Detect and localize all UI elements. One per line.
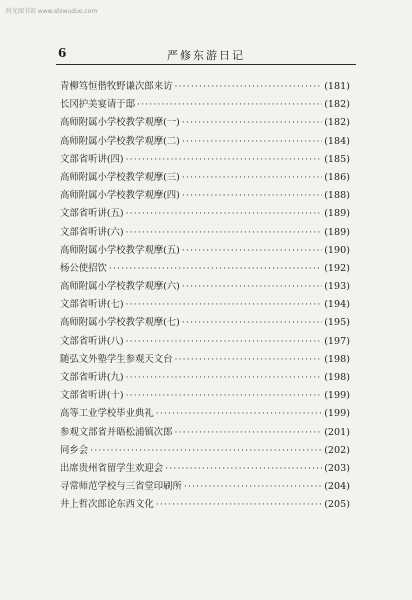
toc-entry bbox=[60, 314, 350, 332]
entry-page: (194) bbox=[324, 299, 350, 311]
dot-leader bbox=[126, 387, 323, 405]
dot-leader bbox=[182, 314, 322, 332]
entry-page: (195) bbox=[324, 317, 350, 329]
entry-title: 文部省听讲(九) bbox=[60, 372, 124, 383]
entry-page: (192) bbox=[324, 262, 350, 274]
dot-leader bbox=[165, 460, 322, 478]
dot-leader bbox=[182, 242, 322, 260]
dot-leader bbox=[182, 114, 322, 132]
dot-leader bbox=[182, 187, 322, 205]
header-rule bbox=[56, 64, 356, 65]
toc-entry bbox=[60, 387, 350, 405]
table-of-contents bbox=[60, 78, 350, 515]
dot-leader bbox=[175, 351, 323, 369]
entry-title: 高师附属小学校教学观摩(六) bbox=[60, 281, 180, 293]
page-number: 6 bbox=[58, 46, 67, 60]
entry-page: (189) bbox=[324, 226, 350, 238]
toc-entry bbox=[60, 405, 350, 423]
dot-leader bbox=[126, 296, 323, 314]
entry-page: (199) bbox=[324, 408, 350, 420]
dot-leader bbox=[182, 133, 322, 151]
toc-entry bbox=[60, 78, 350, 96]
running-title: 严修东游日记 bbox=[167, 49, 245, 62]
entry-page: (197) bbox=[324, 335, 350, 347]
entry-page: (198) bbox=[324, 372, 350, 383]
toc-entry bbox=[60, 278, 350, 296]
dot-leader bbox=[182, 169, 322, 187]
toc-entry bbox=[60, 169, 350, 187]
toc-entry bbox=[60, 260, 350, 278]
entry-title: 文部省听讲(八) bbox=[60, 335, 124, 347]
dot-leader bbox=[175, 78, 323, 96]
entry-page: (205) bbox=[324, 499, 350, 511]
entry-title: 文部省听讲(十) bbox=[60, 390, 124, 402]
entry-page: (182) bbox=[324, 117, 350, 129]
toc-entry bbox=[60, 187, 350, 205]
toc-entry bbox=[60, 96, 350, 114]
dot-leader bbox=[90, 442, 322, 460]
dot-leader bbox=[109, 260, 322, 278]
toc-entry bbox=[60, 424, 350, 442]
dot-leader bbox=[156, 496, 322, 514]
entry-page: (188) bbox=[324, 190, 350, 202]
entry-page: (189) bbox=[324, 208, 350, 220]
entry-title: 文部省听讲(四) bbox=[60, 153, 124, 165]
toc-entry bbox=[60, 224, 350, 242]
entry-title: 同乡会 bbox=[60, 444, 89, 456]
entry-page: (199) bbox=[324, 390, 350, 402]
toc-entry bbox=[60, 133, 350, 151]
entry-page: (184) bbox=[324, 135, 350, 147]
entry-page: (202) bbox=[324, 444, 350, 456]
entry-title: 高师附属小学校教学观摩(二) bbox=[60, 135, 180, 147]
entry-title: 高师附属小学校教学观摩(四) bbox=[60, 190, 180, 202]
entry-title: 高师附属小学校教学观摩(七) bbox=[60, 317, 180, 329]
toc-entry bbox=[60, 114, 350, 132]
entry-page: (186) bbox=[324, 171, 350, 183]
toc-entry bbox=[60, 478, 350, 496]
toc-entry bbox=[60, 369, 350, 387]
entry-title: 高等工业学校毕业典礼 bbox=[60, 408, 154, 420]
entry-title: 出席贵州省留学生欢迎会 bbox=[60, 462, 164, 474]
entry-page: (193) bbox=[324, 281, 350, 293]
entry-page: (181) bbox=[324, 81, 350, 92]
toc-entry bbox=[60, 151, 350, 169]
dot-leader bbox=[175, 424, 323, 442]
toc-entry bbox=[60, 496, 350, 514]
entry-page: (198) bbox=[324, 353, 350, 365]
watermark: 时光图书馆 www.shiwuduo.com bbox=[6, 8, 98, 15]
toc-entry bbox=[60, 205, 350, 223]
dot-leader bbox=[182, 278, 322, 296]
entry-title: 文部省听讲(六) bbox=[60, 226, 124, 238]
entry-title: 青柳笃恒偕牧野谦次郎来访 bbox=[60, 81, 173, 92]
entry-title: 参观文部省并晤松浦镇次郎 bbox=[60, 426, 173, 438]
entry-title: 杨公使招饮 bbox=[60, 262, 107, 274]
dot-leader bbox=[126, 205, 323, 223]
toc-entry bbox=[60, 333, 350, 351]
entry-title: 寻常师范学校与三省堂印刷所 bbox=[60, 481, 182, 493]
entry-title: 高师附属小学校教学观摩(五) bbox=[60, 244, 180, 256]
entry-title: 长冈护美宴请于邸 bbox=[60, 99, 136, 111]
toc-entry bbox=[60, 460, 350, 478]
dot-leader bbox=[126, 224, 323, 242]
entry-title: 随弘文外塾学生参观天文台 bbox=[60, 353, 173, 365]
toc-entry bbox=[60, 296, 350, 314]
entry-title: 井上哲次郎论东西文化 bbox=[60, 499, 154, 511]
entry-page: (201) bbox=[324, 426, 350, 438]
entry-title: 文部省听讲(七) bbox=[60, 299, 124, 311]
entry-title: 高师附属小学校教学观摩(一) bbox=[60, 117, 180, 129]
dot-leader bbox=[156, 405, 322, 423]
entry-page: (203) bbox=[324, 462, 350, 474]
dot-leader bbox=[126, 369, 323, 387]
dot-leader bbox=[137, 96, 322, 114]
toc-entry bbox=[60, 242, 350, 260]
entry-page: (182) bbox=[324, 99, 350, 111]
dot-leader bbox=[126, 151, 323, 169]
toc-entry bbox=[60, 442, 350, 460]
entry-title: 高师附属小学校教学观摩(三) bbox=[60, 171, 180, 183]
dot-leader bbox=[184, 478, 322, 496]
entry-page: (204) bbox=[324, 481, 350, 493]
dot-leader bbox=[126, 333, 323, 351]
toc-entry bbox=[60, 351, 350, 369]
entry-page: (185) bbox=[324, 153, 350, 165]
entry-page: (190) bbox=[324, 244, 350, 256]
entry-title: 文部省听讲(五) bbox=[60, 208, 124, 220]
